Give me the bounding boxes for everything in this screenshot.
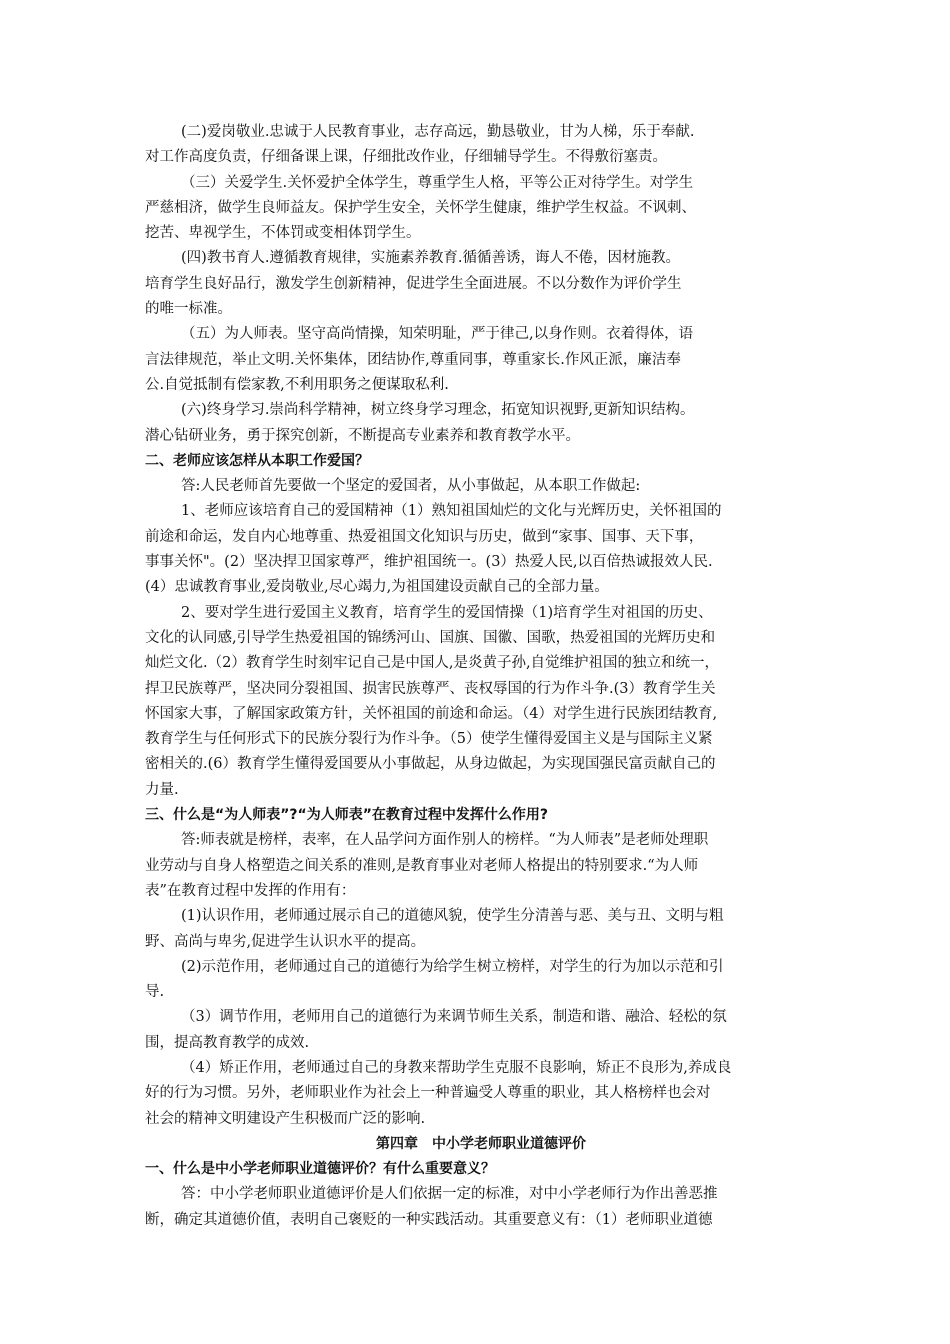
text-line: 2、要对学生进行爱国主义教育，培育学生的爱国情操（1)培育学生对祖国的历史、 (181, 604, 713, 621)
text-line: 言法律规范，举止文明.关怀集体，团结协作,尊重同事，尊重家长.作风正派，廉洁奉 (145, 351, 681, 368)
text-line: 野、高尚与卑劣,促进学生认识水平的提高。 (145, 933, 426, 950)
text-line: 教育学生与任何形式下的民族分裂行为作斗争。（5）使学生懂得爱国主义是与国际主义紧 (145, 731, 713, 748)
text-line: 潜心钻研业务，勇于探究创新，不断提高专业素养和教育教学水平。 (145, 427, 580, 444)
chapter-title: 第四章 中小学老师职业道德评价 (376, 1135, 586, 1152)
text-line: 1、老师应该培育自己的爱国精神（1）熟知祖国灿烂的文化与光辉历史，关怀祖国的 (181, 503, 722, 520)
text-line: （三）关爱学生.关怀爱护全体学生，尊重学生人格，平等公正对待学生。对学生 (181, 174, 694, 191)
text-line: 好的行为习惯。另外，老师职业作为社会上一种普遍受人尊重的职业，其人格榜样也会对 (145, 1085, 711, 1102)
text-line: 密相关的.(6）教育学生懂得爱国要从小事做起，从身边做起，为实现国强民富贡献自己的 (145, 756, 716, 773)
section-heading: 三、什么是“为人师表”?“为人师表”在教育过程中发挥什么作用? (145, 807, 549, 824)
text-line: 文化的认同感,引导学生热爱祖国的锦绣河山、国旗、国徽、国歌，热爱祖国的光辉历史和 (145, 629, 716, 646)
section-heading: 一、什么是中小学老师职业道德评价？有什么重要意义？ (145, 1161, 495, 1178)
text-line: 答:师表就是榜样，表率，在人品学问方面作别人的榜样。“为人师表”是老师处理职 (181, 832, 709, 849)
text-line: 严慈相济，做学生良师益友。保护学生安全，关怀学生健康，维护学生权益。不讽刺、 (145, 199, 696, 216)
text-line: 前途和命运，发自内心地尊重、热爱祖国文化知识与历史，做到“家事、国事、天下事， (145, 528, 704, 545)
text-line: 答：中小学老师职业道德评价是人们依据一定的标准，对中小学老师行为作出善恶推 (181, 1186, 718, 1203)
text-line: 业劳动与自身人格塑造之间关系的准则,是教育事业对老师人格提出的特别要求.“为人师 (145, 857, 699, 874)
text-line: (四)教书育人.遵循教育规律，实施素养教育.循循善诱，诲人不倦，因材施教。 (181, 250, 681, 267)
text-line: （五）为人师表。坚守高尚情操，知荣明耻，严于律己,以身作则。衣着得体，语 (181, 326, 694, 343)
text-line: (2)示范作用，老师通过自己的道德行为给学生树立榜样，对学生的行为加以示范和引 (181, 958, 724, 975)
text-line: 灿烂文化.（2）教育学生时刻牢记自己是中国人,是炎黄子孙,自觉维护祖国的独立和统一， (145, 655, 720, 672)
text-line: 怀国家大事，了解国家政策方针，关怀祖国的前途和命运。（4）对学生进行民族团结教育, (145, 705, 718, 722)
text-line: (六)终身学习.崇尚科学精神，树立终身学习理念，拓宽知识视野,更新知识结构。 (181, 402, 695, 419)
section-heading: 二、老师应该怎样从本职工作爱国？ (145, 452, 369, 469)
text-line: 社会的精神文明建设产生积极而广泛的影响. (145, 1110, 426, 1127)
text-line: 捍卫民族尊严，坚决同分裂祖国、损害民族尊严、丧权辱国的行为作斗争.(3）教育学生关 (145, 680, 716, 697)
text-line: (二)爱岗敬业.忠诚于人民教育事业，志存高远，勤恳敬业，甘为人梯，乐于奉献. (181, 124, 695, 140)
text-line: （4）矫正作用，老师通过自己的身教来帮助学生克服不良影响，矫正不良形为,养成良 (181, 1059, 732, 1076)
text-line: 公.自觉抵制有偿家教,不利用职务之便谋取私利. (145, 376, 449, 393)
text-line: 答:人民老师首先要做一个坚定的爱国者，从小事做起，从本职工作做起: (181, 478, 641, 495)
text-line: 围，提高教育教学的成效. (145, 1034, 310, 1051)
document-body (145, 120, 817, 1233)
text-line: 导. (145, 984, 165, 1001)
text-line: 的唯一标准。 (145, 301, 232, 318)
text-line: 对工作高度负责，仔细备课上课，仔细批改作业，仔细辅导学生。不得敷衍塞责。 (145, 149, 667, 166)
text-line: (1)认识作用，老师通过展示自己的道德风貌，使学生分清善与恶、美与丑、文明与粗 (181, 908, 724, 925)
text-line: 力量. (145, 781, 179, 798)
text-line: 挖苦、卑视学生，不体罚或变相体罚学生。 (145, 225, 421, 242)
text-line: 表”在教育过程中发挥的作用有： (145, 882, 356, 899)
text-line: (4）忠诚教育事业,爱岗敬业,尽心竭力,为祖国建设贡献自己的全部力量。 (145, 579, 609, 596)
text-line: 培育学生良好品行，激发学生创新精神，促进学生全面进展。不以分数作为评价学生 (145, 275, 682, 292)
text-line: （3）调节作用，老师用自己的道德行为来调节师生关系，制造和谐、融洽、轻松的氛 (181, 1009, 727, 1026)
text-line: 事事关怀"。(2）坚决捍卫国家尊严，维护祖国统一。(3）热爱人民,以百倍热诚报效人民. (145, 554, 713, 571)
text-line: 断，确定其道德价值，表明自己褒贬的一种实践活动。其重要意义有：（1）老师职业道德 (145, 1211, 713, 1228)
